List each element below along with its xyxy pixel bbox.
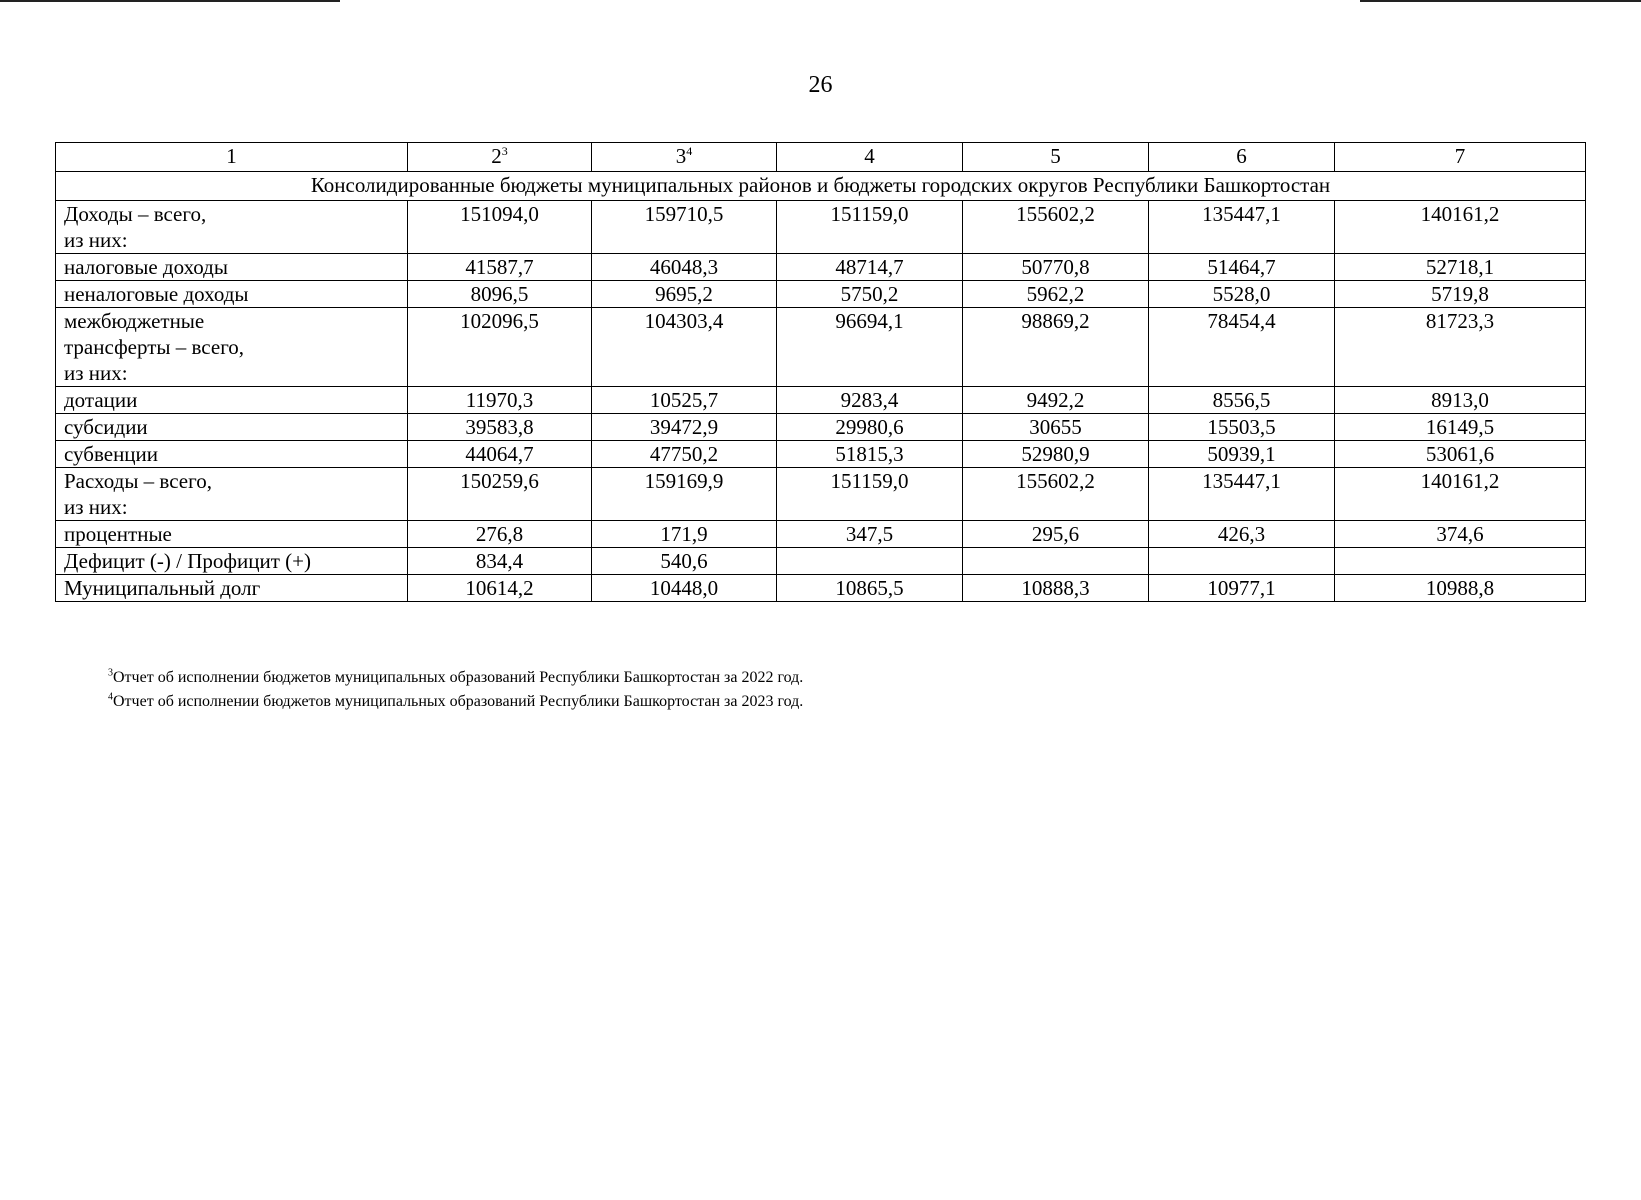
value-cell: 10614,2 xyxy=(408,575,592,602)
value-cell: 39472,9 xyxy=(592,414,777,441)
row-label xyxy=(56,414,408,441)
row-label-line: неналоговые доходы xyxy=(64,282,249,306)
value-cell: 159710,5 xyxy=(592,201,777,254)
row-label xyxy=(56,281,408,308)
value-cell: 374,6 xyxy=(1335,521,1586,548)
table-row xyxy=(56,387,1586,414)
footnotes xyxy=(108,666,803,714)
value-cell: 11970,3 xyxy=(408,387,592,414)
value-cell: 151094,0 xyxy=(408,201,592,254)
value-cell: 5528,0 xyxy=(1149,281,1335,308)
value-cell: 30655 xyxy=(963,414,1149,441)
column-header-1 xyxy=(56,143,408,172)
value-cell: 5719,8 xyxy=(1335,281,1586,308)
value-cell: 15503,5 xyxy=(1149,414,1335,441)
budget-table xyxy=(55,142,1586,602)
column-header-2 xyxy=(408,143,592,172)
footnote-reference: 4 xyxy=(686,144,693,158)
value-cell: 426,3 xyxy=(1149,521,1335,548)
table-row xyxy=(56,414,1586,441)
row-label xyxy=(56,521,408,548)
value-cell: 276,8 xyxy=(408,521,592,548)
table-row xyxy=(56,254,1586,281)
row-label-line: из них: xyxy=(64,495,128,519)
column-number-row xyxy=(56,143,1586,172)
value-cell: 155602,2 xyxy=(963,468,1149,521)
column-header-number: 5 xyxy=(1050,144,1061,168)
column-header-6 xyxy=(1149,143,1335,172)
value-cell: 39583,8 xyxy=(408,414,592,441)
value-cell: 104303,4 xyxy=(592,308,777,387)
footnote-reference: 3 xyxy=(501,144,508,158)
value-cell: 96694,1 xyxy=(777,308,963,387)
row-label xyxy=(56,308,408,387)
row-label-line: налоговые доходы xyxy=(64,255,228,279)
row-label-line: межбюджетные xyxy=(64,309,205,333)
value-cell: 9492,2 xyxy=(963,387,1149,414)
column-header-number: 1 xyxy=(226,144,237,168)
row-label-line: трансферты – всего, xyxy=(64,335,245,359)
value-cell xyxy=(1335,548,1586,575)
row-label-line: из них: xyxy=(64,228,128,252)
table-row xyxy=(56,575,1586,602)
row-label xyxy=(56,575,408,602)
section-title-row xyxy=(56,172,1586,201)
value-cell: 48714,7 xyxy=(777,254,963,281)
table-row xyxy=(56,521,1586,548)
value-cell: 155602,2 xyxy=(963,201,1149,254)
value-cell: 46048,3 xyxy=(592,254,777,281)
value-cell: 135447,1 xyxy=(1149,468,1335,521)
value-cell: 834,4 xyxy=(408,548,592,575)
value-cell: 135447,1 xyxy=(1149,201,1335,254)
value-cell: 5962,2 xyxy=(963,281,1149,308)
row-label xyxy=(56,441,408,468)
value-cell: 171,9 xyxy=(592,521,777,548)
column-header-number: 7 xyxy=(1454,144,1466,168)
row-label xyxy=(56,387,408,414)
value-cell: 50939,1 xyxy=(1149,441,1335,468)
row-label-line: Доходы – всего, xyxy=(64,202,207,226)
value-cell: 52718,1 xyxy=(1335,254,1586,281)
value-cell: 295,6 xyxy=(963,521,1149,548)
footnote xyxy=(108,690,803,714)
value-cell: 150259,6 xyxy=(408,468,592,521)
value-cell: 151159,0 xyxy=(777,468,963,521)
value-cell: 5750,2 xyxy=(777,281,963,308)
value-cell: 16149,5 xyxy=(1335,414,1586,441)
column-header-number: 3 xyxy=(675,144,687,168)
table-row xyxy=(56,441,1586,468)
row-label-line: субсидии xyxy=(64,415,148,439)
table-row xyxy=(56,468,1586,521)
value-cell: 10448,0 xyxy=(592,575,777,602)
value-cell: 81723,3 xyxy=(1335,308,1586,387)
footnote-mark: 3 xyxy=(108,667,113,679)
row-label-line: Дефицит (-) / Профицит (+) xyxy=(64,549,311,573)
value-cell: 98869,2 xyxy=(963,308,1149,387)
value-cell: 10865,5 xyxy=(777,575,963,602)
value-cell: 8913,0 xyxy=(1335,387,1586,414)
footnote xyxy=(108,666,803,690)
column-header-number: 6 xyxy=(1236,144,1247,168)
value-cell xyxy=(777,548,963,575)
column-header-7 xyxy=(1335,143,1586,172)
value-cell: 50770,8 xyxy=(963,254,1149,281)
value-cell: 51464,7 xyxy=(1149,254,1335,281)
row-label xyxy=(56,468,408,521)
table-row xyxy=(56,201,1586,254)
top-border-line-left xyxy=(0,0,340,2)
value-cell: 52980,9 xyxy=(963,441,1149,468)
value-cell: 8096,5 xyxy=(408,281,592,308)
column-header-5 xyxy=(963,143,1149,172)
value-cell: 47750,2 xyxy=(592,441,777,468)
value-cell: 44064,7 xyxy=(408,441,592,468)
row-label-line: процентные xyxy=(64,522,172,546)
value-cell: 9695,2 xyxy=(592,281,777,308)
column-header-number: 2 xyxy=(491,144,502,168)
value-cell: 102096,5 xyxy=(408,308,592,387)
row-label-line: субвенции xyxy=(64,442,159,466)
table-row xyxy=(56,308,1586,387)
row-label-line: Расходы – всего, xyxy=(64,469,212,493)
column-header-4 xyxy=(777,143,963,172)
page-number: 26 xyxy=(808,72,833,98)
footnote-text: Отчет об исполнении бюджетов муниципальных образований Республики Башкортостан за 2023 год. xyxy=(113,693,804,710)
value-cell: 10988,8 xyxy=(1335,575,1586,602)
row-label xyxy=(56,548,408,575)
value-cell: 8556,5 xyxy=(1149,387,1335,414)
top-border-line-right xyxy=(1360,0,1641,2)
value-cell xyxy=(963,548,1149,575)
table-row xyxy=(56,281,1586,308)
row-label xyxy=(56,201,408,254)
column-header-number: 4 xyxy=(864,144,875,168)
value-cell: 41587,7 xyxy=(408,254,592,281)
value-cell: 540,6 xyxy=(592,548,777,575)
row-label-line: дотации xyxy=(64,388,138,412)
value-cell: 53061,6 xyxy=(1335,441,1586,468)
value-cell: 78454,4 xyxy=(1149,308,1335,387)
row-label-line: Муниципальный долг xyxy=(64,576,261,600)
value-cell: 51815,3 xyxy=(777,441,963,468)
section-title: Консолидированные бюджеты муниципальных районов и бюджеты городских округов Республики Башкортостан xyxy=(56,172,1586,201)
value-cell: 9283,4 xyxy=(777,387,963,414)
table-row xyxy=(56,548,1586,575)
footnote-text: Отчет об исполнении бюджетов муниципальных образований Республики Башкортостан за 2022 год. xyxy=(113,669,804,686)
value-cell: 29980,6 xyxy=(777,414,963,441)
value-cell: 140161,2 xyxy=(1335,468,1586,521)
value-cell: 10977,1 xyxy=(1149,575,1335,602)
column-header-3 xyxy=(592,143,777,172)
value-cell: 159169,9 xyxy=(592,468,777,521)
row-label-line: из них: xyxy=(64,361,128,385)
value-cell xyxy=(1149,548,1335,575)
value-cell: 140161,2 xyxy=(1335,201,1586,254)
footnote-mark: 4 xyxy=(108,691,113,703)
row-label xyxy=(56,254,408,281)
value-cell: 151159,0 xyxy=(777,201,963,254)
value-cell: 10888,3 xyxy=(963,575,1149,602)
value-cell: 347,5 xyxy=(777,521,963,548)
value-cell: 10525,7 xyxy=(592,387,777,414)
